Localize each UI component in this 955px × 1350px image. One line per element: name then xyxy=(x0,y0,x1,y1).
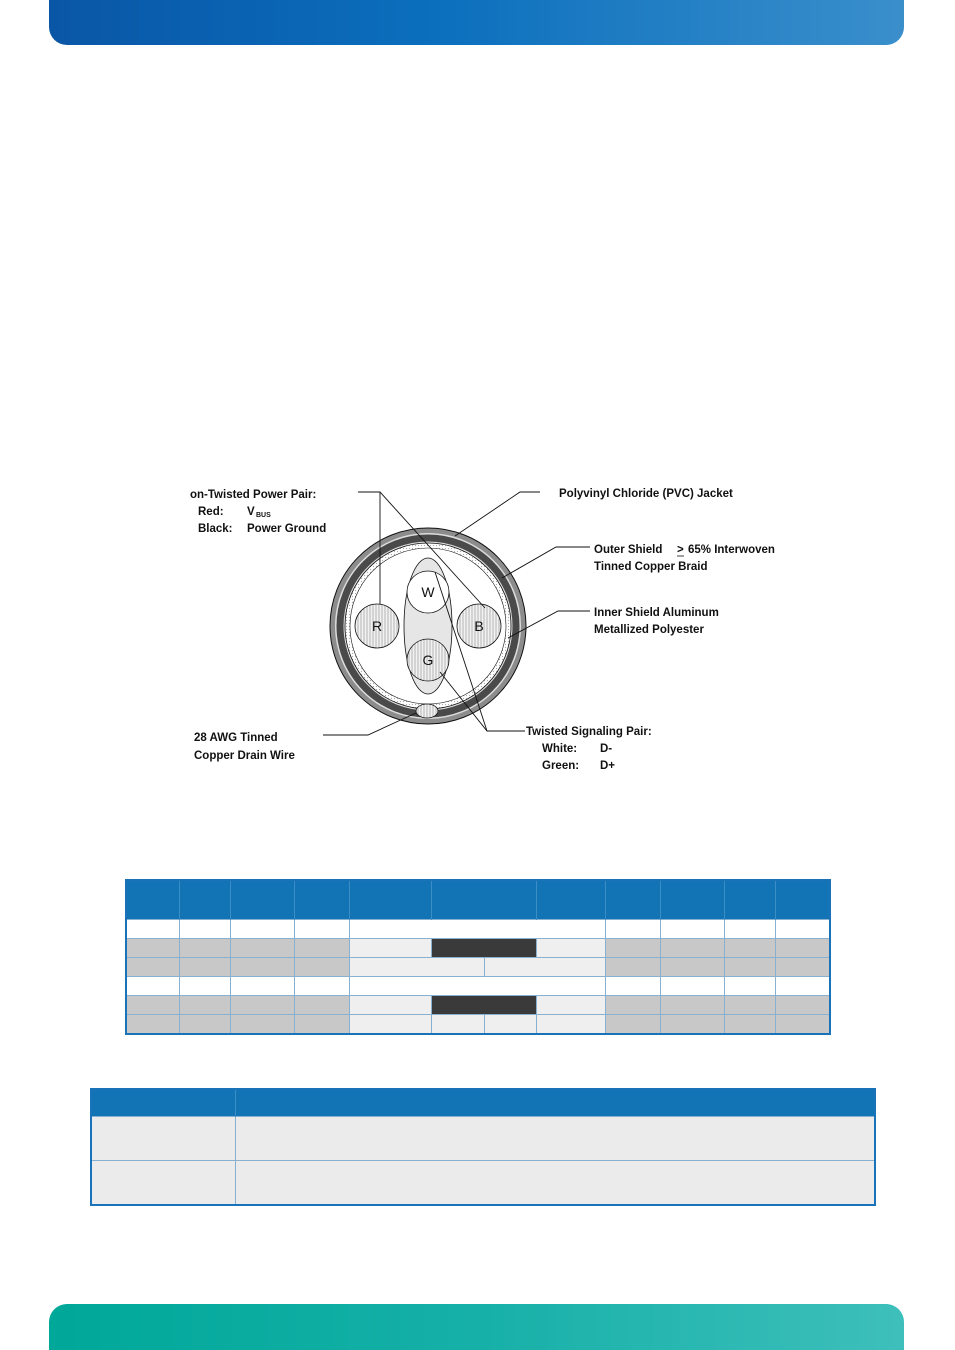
power-black-value: Power Ground xyxy=(247,523,327,535)
table-cell xyxy=(349,939,431,958)
table-cell xyxy=(230,996,294,1015)
header-cell xyxy=(660,880,724,920)
power-red-value-sub: BUS xyxy=(256,512,271,519)
table-cell xyxy=(294,939,349,958)
power-red-key: Red: xyxy=(198,506,224,518)
inner-shield-label-1: Inner Shield Aluminum xyxy=(594,607,719,619)
table-cell xyxy=(660,1015,724,1035)
outer-shield-label-c: 65% Interwoven xyxy=(688,544,775,556)
table-cell xyxy=(126,920,179,939)
table-row xyxy=(126,977,830,996)
table-cell xyxy=(179,977,230,996)
table-cell xyxy=(179,920,230,939)
table-cell xyxy=(179,996,230,1015)
table-cell xyxy=(294,958,349,977)
header-cell xyxy=(724,880,775,920)
table-cell xyxy=(294,920,349,939)
page-header-band xyxy=(49,0,904,45)
header-cell xyxy=(431,880,536,920)
table-cell xyxy=(724,1015,775,1035)
table-cell xyxy=(660,977,724,996)
table-cell xyxy=(126,1015,179,1035)
table-cell xyxy=(660,958,724,977)
signal-pair-title: Twisted Signaling Pair: xyxy=(526,726,652,738)
table-cell-dark xyxy=(431,939,536,958)
table-cell xyxy=(536,1015,605,1035)
table-cell xyxy=(126,939,179,958)
table-cell xyxy=(724,920,775,939)
table-cell xyxy=(724,939,775,958)
table-cell xyxy=(660,996,724,1015)
table-cell xyxy=(126,977,179,996)
header-cell xyxy=(536,880,605,920)
header-cell xyxy=(235,1089,875,1117)
table-cell xyxy=(349,920,605,939)
header-cell xyxy=(230,880,294,920)
table-cell xyxy=(349,977,605,996)
table-cell xyxy=(235,1117,875,1161)
table-cell xyxy=(775,996,830,1015)
table-cell xyxy=(724,958,775,977)
table-cell xyxy=(605,1015,660,1035)
table-cell xyxy=(349,1015,431,1035)
header-cell xyxy=(605,880,660,920)
table-cell xyxy=(605,977,660,996)
table-row xyxy=(126,1015,830,1035)
outer-shield-label-b: > xyxy=(677,544,684,556)
signal-table xyxy=(125,879,831,1035)
conductor-g-label: G xyxy=(422,652,434,668)
page-footer-band xyxy=(49,1304,904,1350)
table-cell xyxy=(605,958,660,977)
usb-cable-cross-section-diagram xyxy=(180,478,800,778)
header-cell xyxy=(126,880,179,920)
table-cell xyxy=(294,977,349,996)
table-cell xyxy=(484,1015,536,1035)
table-row xyxy=(91,1161,875,1206)
table-cell xyxy=(349,958,484,977)
table-cell xyxy=(484,958,605,977)
table-cell xyxy=(230,958,294,977)
table-row xyxy=(126,920,830,939)
table-cell xyxy=(235,1161,875,1206)
table-cell xyxy=(349,996,431,1015)
table-cell xyxy=(294,996,349,1015)
description-table-header xyxy=(91,1089,875,1117)
table-cell-dark xyxy=(431,996,536,1015)
table-cell xyxy=(660,939,724,958)
signal-white-value: D- xyxy=(600,743,613,755)
header-cell xyxy=(349,880,431,920)
table-cell xyxy=(775,920,830,939)
table-cell xyxy=(605,920,660,939)
header-cell xyxy=(179,880,230,920)
table-cell xyxy=(775,939,830,958)
power-black-key: Black: xyxy=(198,523,233,535)
table-cell xyxy=(724,996,775,1015)
table-cell xyxy=(536,939,605,958)
signal-green-value: D+ xyxy=(600,760,616,772)
table-cell xyxy=(91,1161,235,1206)
header-cell xyxy=(91,1089,235,1117)
table-row xyxy=(126,939,830,958)
outer-shield-label-a: Outer Shield xyxy=(594,544,663,556)
table-cell xyxy=(724,977,775,996)
table-cell xyxy=(294,1015,349,1035)
table-cell xyxy=(431,1015,484,1035)
cable-diagram-svg xyxy=(180,478,800,778)
table-cell xyxy=(230,920,294,939)
table-cell xyxy=(230,1015,294,1035)
table-cell xyxy=(179,939,230,958)
table-row xyxy=(126,996,830,1015)
table-cell xyxy=(91,1117,235,1161)
table-cell xyxy=(126,996,179,1015)
signal-table-header xyxy=(126,880,830,920)
table-cell xyxy=(605,939,660,958)
table-cell xyxy=(775,958,830,977)
power-pair-title: on-Twisted Power Pair: xyxy=(190,489,317,501)
jacket-label: Polyvinyl Chloride (PVC) Jacket xyxy=(559,488,733,500)
table-row xyxy=(126,958,830,977)
table-cell xyxy=(179,958,230,977)
table-cell xyxy=(230,977,294,996)
header-cell xyxy=(775,880,830,920)
table-cell xyxy=(775,977,830,996)
signal-white-key: White: xyxy=(542,743,578,755)
outer-shield-label-2: Tinned Copper Braid xyxy=(594,561,708,573)
conductor-b-label: B xyxy=(474,618,484,634)
power-red-value: V xyxy=(247,506,255,518)
inner-shield-label-2: Metallized Polyester xyxy=(594,624,704,636)
header-cell xyxy=(294,880,349,920)
table-cell xyxy=(230,939,294,958)
conductor-r-label: R xyxy=(371,618,383,634)
drain-wire-label-2: Copper Drain Wire xyxy=(194,750,295,762)
drain-wire xyxy=(416,704,438,718)
signal-green-key: Green: xyxy=(542,760,580,772)
description-table xyxy=(90,1088,876,1206)
table-cell xyxy=(536,996,605,1015)
conductor-w-label: W xyxy=(421,584,435,600)
table-cell xyxy=(605,996,660,1015)
table-cell xyxy=(126,958,179,977)
table-cell xyxy=(660,920,724,939)
table-row xyxy=(91,1117,875,1161)
table-cell xyxy=(775,1015,830,1035)
drain-wire-label-1: 28 AWG Tinned xyxy=(194,732,278,744)
table-cell xyxy=(179,1015,230,1035)
